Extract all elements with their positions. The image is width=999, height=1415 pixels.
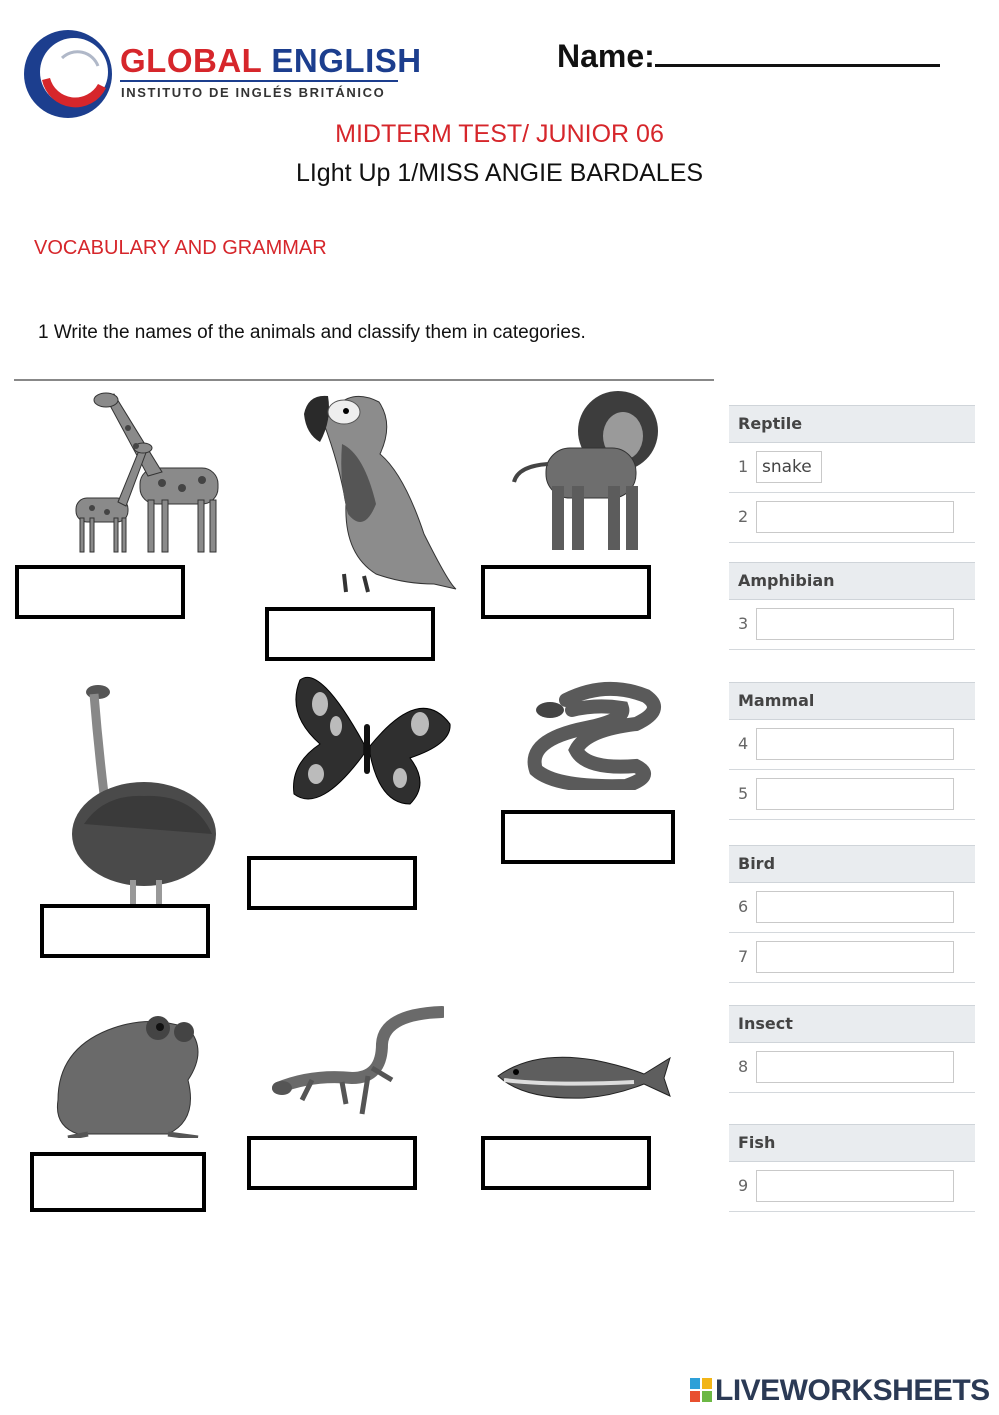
answer-box-ostrich[interactable] bbox=[40, 904, 210, 958]
row-number: 2 bbox=[738, 507, 749, 526]
category-header: Bird bbox=[729, 845, 975, 883]
category-insect bbox=[729, 1005, 975, 1093]
category-fish bbox=[729, 1124, 975, 1212]
category-header: Mammal bbox=[729, 682, 975, 720]
answer-box-giraffe[interactable] bbox=[15, 565, 185, 619]
name-label: Name: bbox=[557, 38, 655, 74]
global-english-logo bbox=[22, 28, 114, 120]
category-answer-input[interactable] bbox=[756, 1051, 954, 1083]
category-answer-input[interactable] bbox=[756, 728, 954, 760]
answer-box-snake[interactable] bbox=[501, 810, 675, 864]
answer-box-butterfly[interactable] bbox=[247, 856, 417, 910]
category-answer-input[interactable] bbox=[756, 1170, 954, 1202]
category-row bbox=[729, 1043, 975, 1093]
category-row bbox=[729, 600, 975, 650]
row-number: 1 bbox=[738, 457, 749, 476]
category-row bbox=[729, 883, 975, 933]
butterfly-image bbox=[280, 674, 455, 816]
parrot-image bbox=[284, 384, 459, 596]
row-number: 8 bbox=[738, 1057, 749, 1076]
answer-box-parrot[interactable] bbox=[265, 607, 435, 661]
category-answer-input[interactable] bbox=[756, 501, 954, 533]
category-header: Insect bbox=[729, 1005, 975, 1043]
category-answer-input[interactable] bbox=[756, 941, 954, 973]
lion-image bbox=[508, 386, 658, 556]
brand-name-part1: GLOBAL bbox=[120, 42, 262, 79]
brand-underline bbox=[120, 80, 398, 82]
category-row bbox=[729, 770, 975, 820]
frog-image bbox=[48, 1010, 208, 1138]
row-number: 7 bbox=[738, 947, 749, 966]
category-amphibian bbox=[729, 562, 975, 650]
row-number: 9 bbox=[738, 1176, 749, 1195]
row-number: 6 bbox=[738, 897, 749, 916]
name-blank-line[interactable] bbox=[655, 36, 940, 67]
divider-line bbox=[14, 379, 714, 381]
category-bird bbox=[729, 845, 975, 983]
lizard-image bbox=[272, 1004, 444, 1122]
answer-box-lizard[interactable] bbox=[247, 1136, 417, 1190]
answer-box-frog[interactable] bbox=[30, 1152, 206, 1212]
snake-image bbox=[526, 680, 666, 790]
test-subtitle: LIght Up 1/MISS ANGIE BARDALES bbox=[295, 159, 704, 187]
student-name-field bbox=[557, 36, 940, 75]
liveworksheets-icon bbox=[690, 1378, 712, 1402]
category-answer-input[interactable] bbox=[756, 778, 954, 810]
category-row bbox=[729, 933, 975, 983]
brand-subtitle: INSTITUTO DE INGLÉS BRITÁNICO bbox=[121, 85, 386, 100]
liveworksheets-text: LIVEWORKSHEETS bbox=[715, 1374, 990, 1407]
row-number: 5 bbox=[738, 784, 749, 803]
category-header: Reptile bbox=[729, 405, 975, 443]
fish-image bbox=[494, 1046, 672, 1104]
category-row bbox=[729, 493, 975, 543]
category-answer-input[interactable] bbox=[756, 608, 954, 640]
answer-box-fish[interactable] bbox=[481, 1136, 651, 1190]
category-mammal bbox=[729, 682, 975, 820]
row-number: 3 bbox=[738, 614, 749, 633]
category-header: Fish bbox=[729, 1124, 975, 1162]
test-title: MIDTERM TEST/ JUNIOR 06 bbox=[335, 120, 664, 148]
category-row bbox=[729, 1162, 975, 1212]
category-answer-input[interactable]: snake bbox=[756, 451, 822, 483]
category-row bbox=[729, 443, 975, 493]
row-number: 4 bbox=[738, 734, 749, 753]
category-answer-input[interactable] bbox=[756, 891, 954, 923]
liveworksheets-logo bbox=[690, 1374, 990, 1410]
exercise-instruction: 1 Write the names of the animals and classify them in categories. bbox=[38, 322, 586, 343]
section-title: VOCABULARY AND GRAMMAR bbox=[34, 237, 327, 259]
brand-name-part2: ENGLISH bbox=[271, 42, 422, 79]
answer-box-lion[interactable] bbox=[481, 565, 651, 619]
giraffe-image bbox=[62, 388, 227, 556]
ostrich-image bbox=[64, 684, 219, 906]
category-header: Amphibian bbox=[729, 562, 975, 600]
category-row bbox=[729, 720, 975, 770]
brand-name bbox=[120, 42, 422, 80]
category-reptile bbox=[729, 405, 975, 543]
